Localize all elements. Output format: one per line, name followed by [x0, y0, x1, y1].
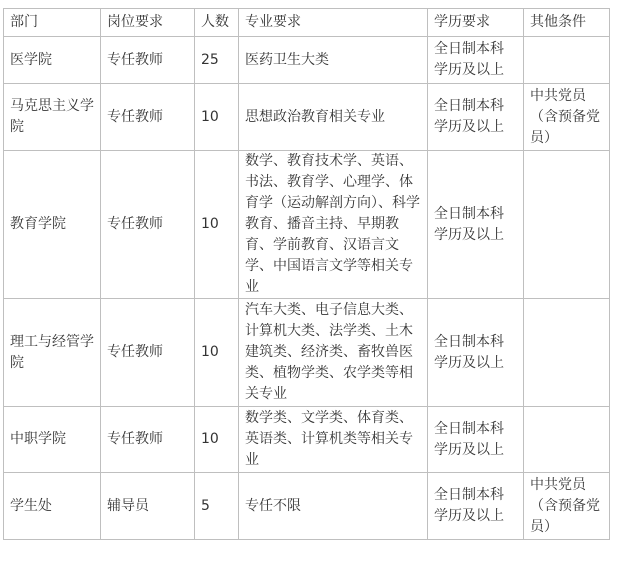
table-row	[4, 84, 610, 151]
table-header-row	[4, 9, 610, 37]
table-row	[4, 299, 610, 407]
cell-department: 教育学院	[4, 151, 101, 299]
cell-count: 10	[195, 407, 239, 473]
cell-other	[524, 407, 610, 473]
cell-department: 医学院	[4, 37, 101, 84]
cell-education: 全日制本科学历及以上	[428, 299, 524, 407]
cell-major: 数学、教育技术学、英语、书法、教育学、心理学、体育学（运动解剖方向）、科学教育、播音主持、早期教育、学前教育、汉语言文学、中国语言文学等相关专业	[239, 151, 428, 299]
table-row	[4, 151, 610, 299]
header-department: 部门	[4, 9, 101, 37]
table-row	[4, 37, 610, 84]
table-row	[4, 407, 610, 473]
header-education: 学历要求	[428, 9, 524, 37]
cell-position: 专任教师	[101, 151, 195, 299]
cell-count: 25	[195, 37, 239, 84]
cell-count: 5	[195, 473, 239, 540]
cell-other: 中共党员（含预备党员）	[524, 473, 610, 540]
cell-other	[524, 151, 610, 299]
cell-position: 专任教师	[101, 37, 195, 84]
cell-major: 数学类、文学类、体育类、英语类、计算机类等相关专业	[239, 407, 428, 473]
recruitment-table	[3, 8, 610, 540]
cell-department: 学生处	[4, 473, 101, 540]
cell-position: 辅导员	[101, 473, 195, 540]
cell-education: 全日制本科学历及以上	[428, 407, 524, 473]
cell-education: 全日制本科学历及以上	[428, 473, 524, 540]
header-position: 岗位要求	[101, 9, 195, 37]
cell-other	[524, 299, 610, 407]
cell-other: 中共党员（含预备党员）	[524, 84, 610, 151]
cell-other	[524, 37, 610, 84]
cell-position: 专任教师	[101, 84, 195, 151]
cell-department: 中职学院	[4, 407, 101, 473]
cell-education: 全日制本科学历及以上	[428, 151, 524, 299]
cell-count: 10	[195, 151, 239, 299]
cell-education: 全日制本科学历及以上	[428, 84, 524, 151]
header-other: 其他条件	[524, 9, 610, 37]
header-major: 专业要求	[239, 9, 428, 37]
table-container	[3, 8, 610, 540]
header-count: 人数	[195, 9, 239, 37]
cell-major: 专任不限	[239, 473, 428, 540]
cell-department: 理工与经管学院	[4, 299, 101, 407]
cell-position: 专任教师	[101, 299, 195, 407]
cell-major: 医药卫生大类	[239, 37, 428, 84]
table-row	[4, 473, 610, 540]
cell-major: 思想政治教育相关专业	[239, 84, 428, 151]
cell-count: 10	[195, 299, 239, 407]
cell-education: 全日制本科学历及以上	[428, 37, 524, 84]
cell-department: 马克思主义学院	[4, 84, 101, 151]
cell-count: 10	[195, 84, 239, 151]
cell-position: 专任教师	[101, 407, 195, 473]
cell-major: 汽车大类、电子信息大类、计算机大类、法学类、土木建筑类、经济类、畜牧兽医类、植物学类、农学类等相关专业	[239, 299, 428, 407]
